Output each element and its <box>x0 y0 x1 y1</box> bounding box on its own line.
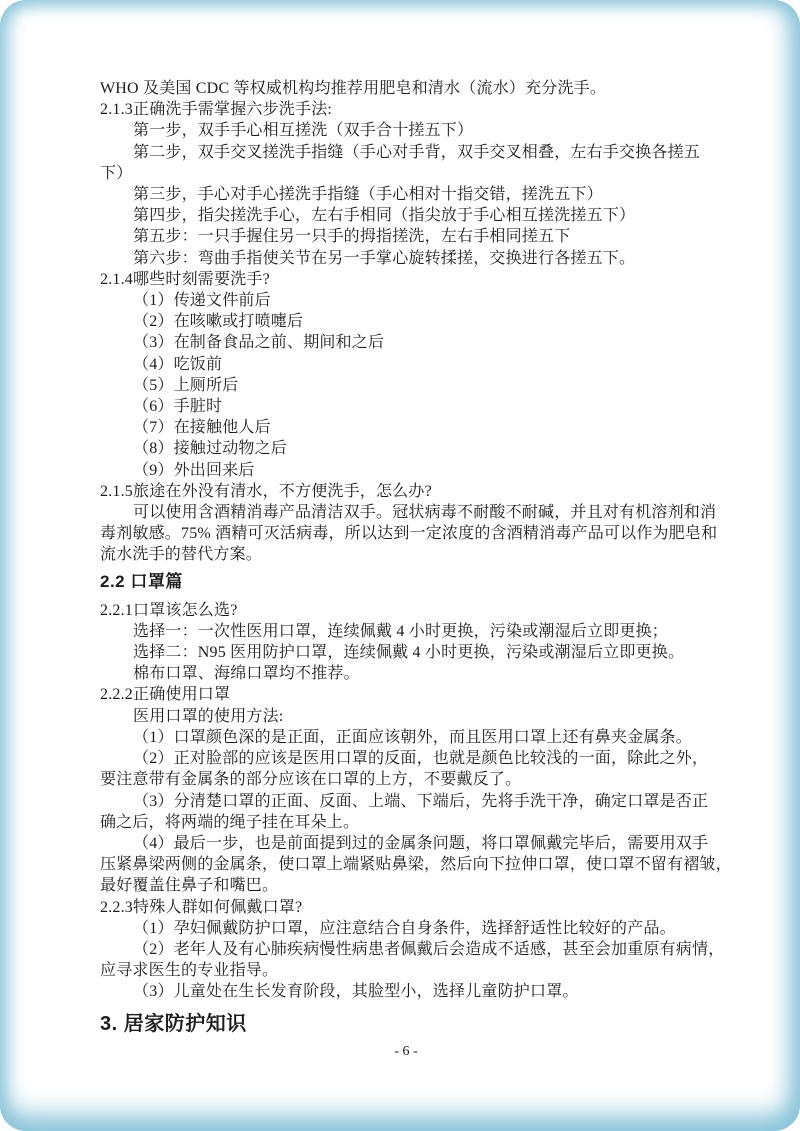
text-line: 2.1.3正确洗手需掌握六步洗手法: <box>100 101 333 119</box>
text-line: （4）吃饭前 <box>133 355 223 373</box>
text-line: 要注意带有金属条的部分应该在口罩的上方，不要戴反了。 <box>100 771 522 789</box>
text-line: 2.1.4哪些时刻需要洗手? <box>100 270 270 288</box>
text-line: （7）在接触他人后 <box>133 419 271 437</box>
text-line: 第一步，双手手心相互搓洗（双手合十搓五下） <box>133 122 474 140</box>
document-lines <box>100 78 732 1038</box>
text-line: 毒剂敏感。75% 酒精可灭活病毒，所以达到一定浓度的含酒精消毒产品可以作为肥皂和 <box>100 525 718 543</box>
text-line: 可以使用含酒精消毒产品清洁双手。冠状病毒不耐酸不耐碱，并且对有机溶剂和消 <box>133 504 717 522</box>
text-line: （8）接触过动物之后 <box>133 440 288 458</box>
text-line: 最好覆盖住鼻子和嘴巴。 <box>100 877 279 895</box>
section-heading: 3. 居家防护知识 <box>100 1012 247 1035</box>
text-line: （3）儿童处在生长发育阶段，其脸型小，选择儿童防护口罩。 <box>133 983 579 1001</box>
text-line: （9）外出回来后 <box>133 461 255 479</box>
text-line: 选择二：N95 医用防护口罩，连续佩戴 4 小时更换，污染或潮湿后立即更换。 <box>133 644 685 662</box>
text-line: （3）分清楚口罩的正面、反面、上端、下端后，先将手洗干净，确定口罩是否正 <box>133 792 709 810</box>
text-line: （2）老年人及有心肺疾病慢性病患者佩戴后会造成不适感，甚至会加重原有病情， <box>133 940 725 958</box>
text-line: （6）手脏时 <box>133 398 223 416</box>
text-line: 第四步，指尖搓洗手心，左右手相同（指尖放于手心相互搓洗搓五下） <box>133 207 636 225</box>
text-line: （5）上厕所后 <box>133 376 239 394</box>
section-heading: 2.2 口罩篇 <box>100 571 183 591</box>
text-line: 2.1.5旅途在外没有清水，不方便洗手，怎么办? <box>100 482 432 500</box>
text-line: 2.2.1口罩该怎么选? <box>100 601 238 619</box>
text-line: （2）在咳嗽或打喷嚏后 <box>133 313 304 331</box>
text-line: 第二步，双手交叉搓洗手指缝（手心对手背，双手交叉相叠，左右手交换各搓五 <box>133 143 701 161</box>
text-line: （3）在制备食品之前、期间和之后 <box>133 334 385 352</box>
text-line: 第五步：一只手握住另一只手的拇指搓洗，左右手相同搓五下 <box>133 228 571 246</box>
text-line: （1）传递文件前后 <box>133 292 271 310</box>
text-line: 医用口罩的使用方法: <box>133 707 284 725</box>
text-line: 2.2.2正确使用口罩 <box>100 686 231 704</box>
text-line: 应寻求医生的专业指导。 <box>100 962 279 980</box>
text-line: 第六步：弯曲手指使关节在另一手掌心旋转揉搓，交换进行各搓五下。 <box>133 249 636 267</box>
text-line: 第三步，手心对手心搓洗手指缝（手心相对十指交错，搓洗五下） <box>133 186 603 204</box>
text-line: （1）孕妇佩戴防护口罩，应注意结合自身条件，选择舒适性比较好的产品。 <box>133 919 676 937</box>
text-line: 棉布口罩、海绵口罩均不推荐。 <box>133 665 360 683</box>
page-number: - 6 - <box>394 1044 418 1059</box>
text-line: （2）正对脸部的应该是医用口罩的反面，也就是颜色比较浅的一面，除此之外， <box>133 750 709 768</box>
text-line: 流水洗手的替代方案。 <box>100 546 263 564</box>
text-line: 压紧鼻梁两侧的金属条，使口罩上端紧贴鼻梁，然后向下拉伸口罩，使口罩不留有褶皱， <box>100 856 732 874</box>
text-line: （4）最后一步，也是前面提到过的金属条问题，将口罩佩戴完毕后，需要用双手 <box>133 834 709 852</box>
text-line: WHO 及美国 CDC 等权威机构均推荐用肥皂和清水（流水）充分洗手。 <box>100 80 607 97</box>
text-line: （1）口罩颜色深的是正面，正面应该朝外，而且医用口罩上还有鼻夹金属条。 <box>133 728 693 746</box>
text-line: 确之后，将两端的绳子挂在耳朵上。 <box>100 813 360 831</box>
text-line: 下） <box>100 164 133 182</box>
text-line: 选择一：一次性医用口罩，连续佩戴 4 小时更换，污染或潮湿后立即更换； <box>133 622 669 640</box>
text-line: 2.2.3特殊人群如何佩戴口罩? <box>100 898 303 916</box>
